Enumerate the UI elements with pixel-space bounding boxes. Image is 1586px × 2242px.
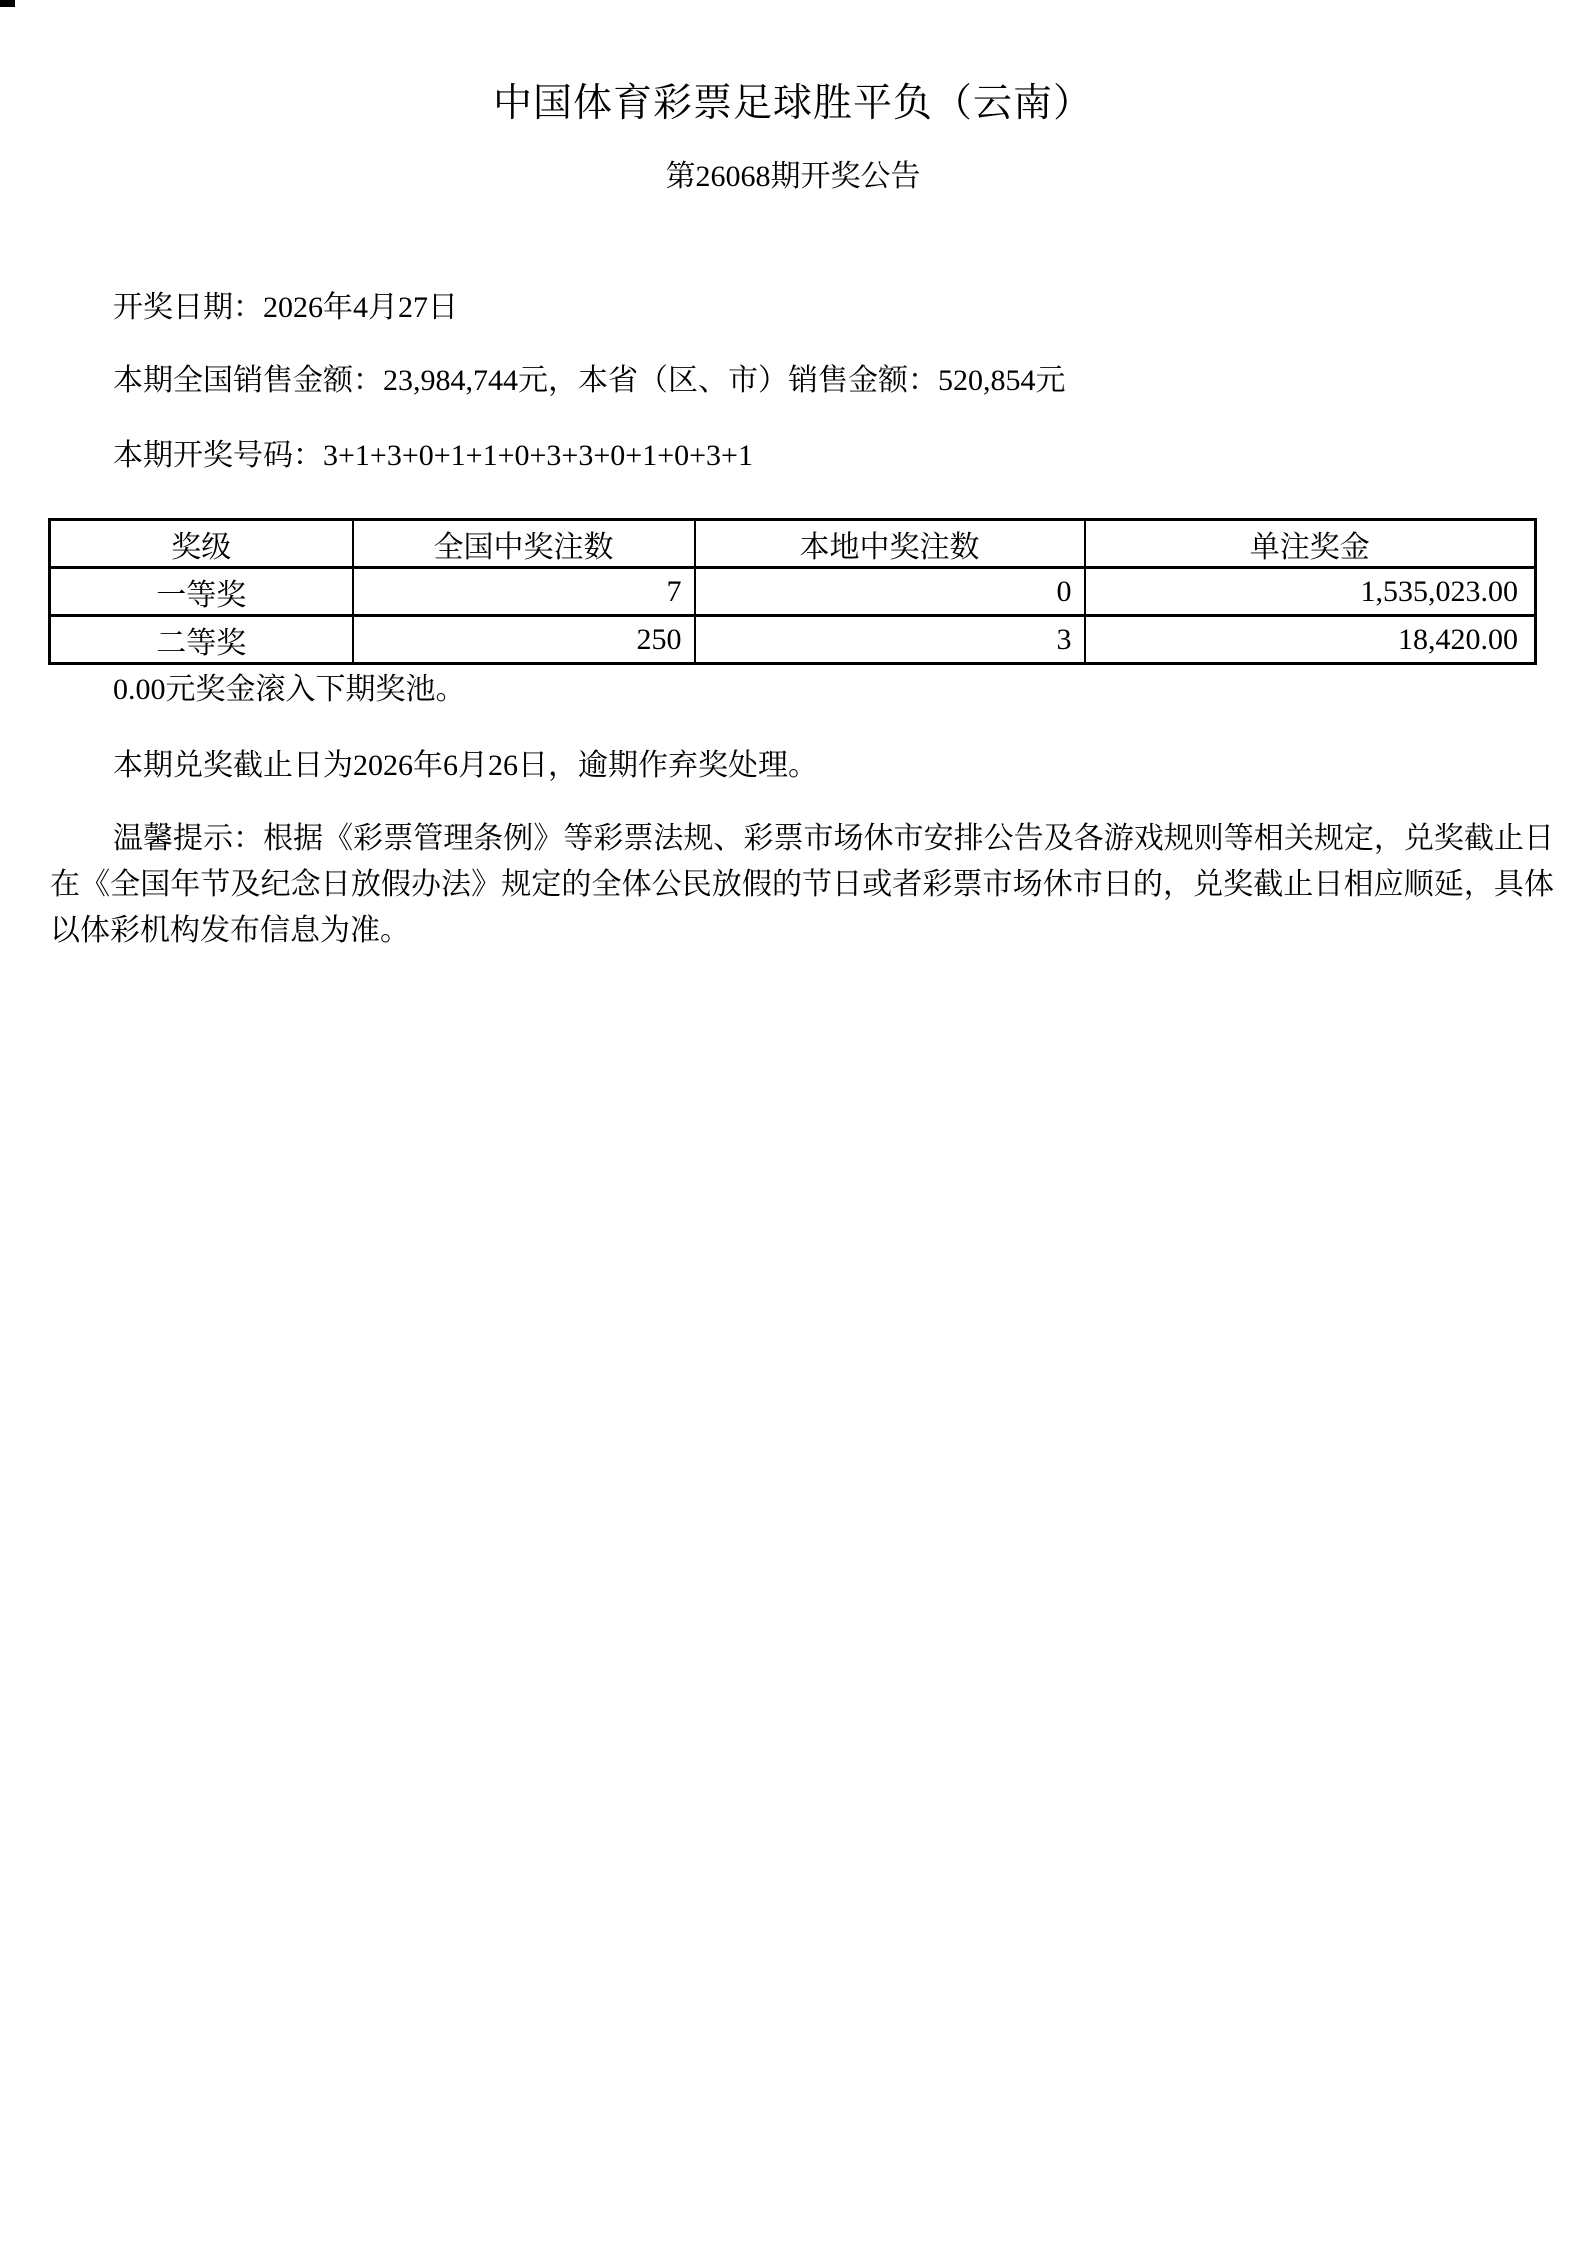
second-prize-level: 二等奖 (50, 616, 353, 664)
first-prize-local-count: 0 (695, 568, 1085, 616)
first-prize-amount: 1,535,023.00 (1085, 568, 1536, 616)
first-prize-level: 一等奖 (50, 568, 353, 616)
winning-numbers-label: 本期开奖号码： (113, 439, 323, 472)
deadline-note: 本期兑奖截止日为2026年6月26日，逾期作弃奖处理。 (113, 749, 818, 782)
sales-separator: ， (548, 364, 578, 397)
second-prize-national-count: 250 (353, 616, 695, 664)
scan-artifact-mark (0, 0, 15, 7)
national-sales-value: 23,984,744元 (383, 364, 548, 397)
draw-date-label: 开奖日期： (113, 291, 263, 324)
province-sales-value: 520,854元 (938, 364, 1066, 397)
tips-paragraph: 温馨提示：根据《彩票管理条例》等彩票法规、彩票市场休市安排公告及各游戏规则等相关规定，兑奖截止日在《全国年节及纪念日放假办法》规定的全体公民放假的节日或者彩票市场休市日的，兑奖截止日相应顺延，具体以体彩机构发布信息为准。 (50, 822, 1554, 947)
rollover-note: 0.00元奖金滚入下期奖池。 (113, 673, 466, 706)
second-prize-amount: 18,420.00 (1085, 616, 1536, 664)
second-prize-local-count: 3 (695, 616, 1085, 664)
header-prize-level: 奖级 (50, 520, 353, 568)
header-national-winners: 全国中奖注数 (353, 520, 695, 568)
header-single-prize: 单注奖金 (1085, 520, 1536, 568)
national-sales-label: 本期全国销售金额： (113, 364, 383, 397)
page-title: 中国体育彩票足球胜平负（云南） (492, 82, 1093, 125)
prize-table (48, 518, 1537, 665)
draw-date-value: 2026年4月27日 (263, 291, 458, 324)
winning-numbers-value: 3+1+3+0+1+1+0+3+3+0+1+0+3+1 (323, 439, 753, 472)
header-local-winners: 本地中奖注数 (695, 520, 1085, 568)
province-sales-label: 本省（区、市）销售金额： (578, 364, 938, 397)
sales-line (50, 360, 1554, 402)
winning-numbers-line (50, 435, 1554, 477)
first-prize-national-count: 7 (353, 568, 695, 616)
table-row (50, 568, 1536, 616)
prize-table-header-row (50, 520, 1536, 568)
page-subtitle: 第26068期开奖公告 (665, 160, 921, 193)
draw-date-line (50, 287, 1554, 329)
table-row (50, 616, 1536, 664)
